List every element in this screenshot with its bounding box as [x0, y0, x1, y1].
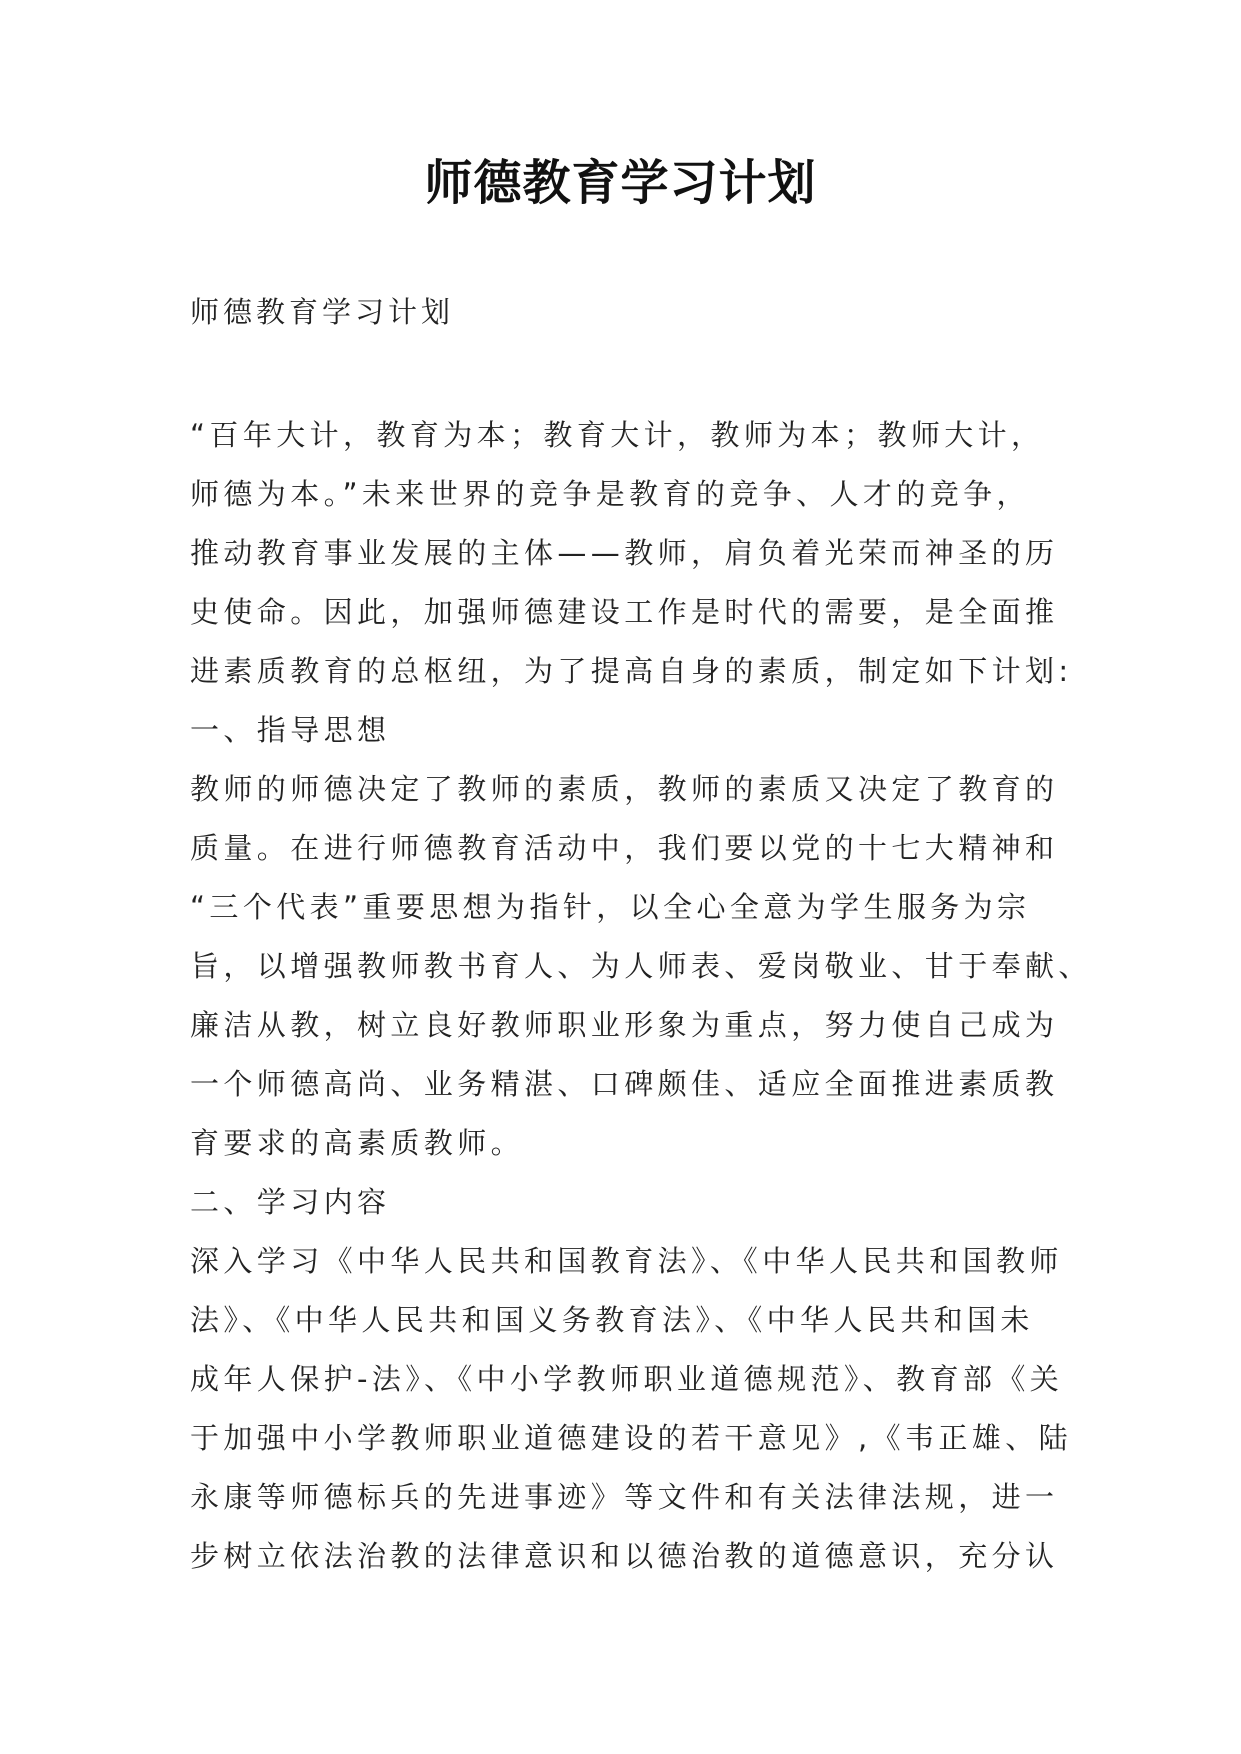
- body-line: 旨，以增强教师教书育人、为人师表、爱岗敬业、甘于奉献、: [190, 949, 1092, 983]
- body-line: 史使命。因此，加强师德建设工作是时代的需要，是全面推: [190, 595, 1059, 629]
- body-line: 廉洁从教，树立良好教师职业形象为重点，努力使自己成为: [190, 1008, 1059, 1042]
- section-heading: 一、指导思想: [190, 713, 391, 747]
- document-body: [190, 406, 1092, 1586]
- body-line: 进素质教育的总枢纽，为了提高自身的素质，制定如下计划:: [190, 654, 1073, 688]
- section-heading: 二、学习内容: [190, 1185, 391, 1219]
- body-line: 师德为本。”未来世界的竞争是教育的竞争、人才的竞争，: [190, 477, 1030, 511]
- document-title: 师德教育学习计划: [424, 155, 817, 211]
- body-line: 永康等师德标兵的先进事迹》等文件和有关法律法规，进一: [190, 1480, 1059, 1514]
- body-line: 法》、《中华人民共和国义务教育法》、《中华人民共和国未: [190, 1303, 1034, 1337]
- body-line: 步树立依法治教的法律意识和以德治教的道德意识，充分认: [190, 1539, 1059, 1573]
- body-line: “百年大计，教育为本；教育大计，教师为本；教师大计，: [190, 418, 1045, 452]
- body-line: 成年人保护-法》、《中小学教师职业道德规范》、教育部《关: [190, 1362, 1064, 1396]
- document-subtitle: 师德教育学习计划: [190, 295, 455, 329]
- body-line: 深入学习《中华人民共和国教育法》、《中华人民共和国教师: [190, 1244, 1063, 1278]
- body-line: 育要求的高素质教师。: [190, 1126, 525, 1160]
- body-line: 推动教育事业发展的主体——教师，肩负着光荣而神圣的历: [190, 536, 1059, 570]
- body-line: 质量。在进行师德教育活动中，我们要以党的十七大精神和: [190, 831, 1059, 865]
- body-line: 于加强中小学教师职业道德建设的若干意见》,《韦正雄、陆: [190, 1421, 1073, 1455]
- body-line: 一个师德高尚、业务精湛、口碑颇佳、适应全面推进素质教: [190, 1067, 1059, 1101]
- body-line: 教师的师德决定了教师的素质，教师的素质又决定了教育的: [190, 772, 1059, 806]
- body-line: “三个代表”重要思想为指针，以全心全意为学生服务为宗: [190, 890, 1031, 924]
